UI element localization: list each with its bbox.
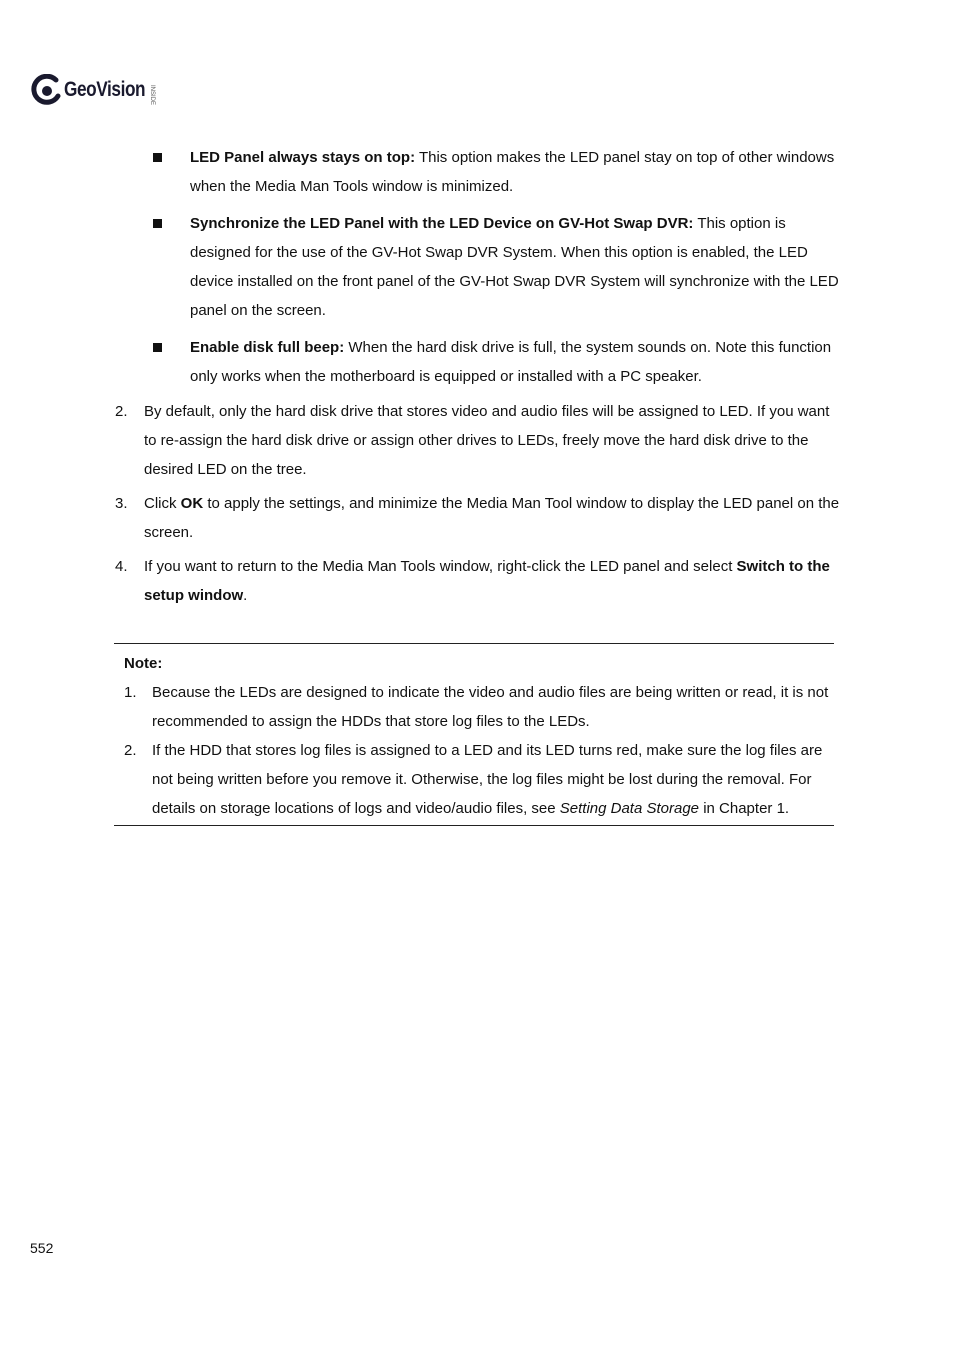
step-number: 4. [115,558,128,575]
note-number: 2. [124,742,137,759]
bullet-term: Synchronize the LED Panel with the LED Device on GV-Hot Swap DVR: [190,215,694,232]
step-text: If you want to return to the Media Man Tools window, right-click the LED panel and select [144,558,737,575]
step-text: Click [144,495,181,512]
page-number: 552 [30,1240,54,1256]
note-text: Because the LEDs are designed to indicate the video and audio files are being written or read, it is not recommended to assign the HDDs that store log files to the LEDs. [152,684,829,730]
step-text: to apply the settings, and minimize the Media Man Tool window to display the LED panel on the screen. [144,495,840,541]
geovision-logo [30,72,155,108]
brand-sup: INSIDE [148,84,155,105]
step-bold: OK [180,495,204,512]
square-bullet-icon [153,153,162,162]
bullet-term: LED Panel always stays on top: [190,149,416,166]
note-text: If the HDD that stores log files is assigned to a LED and its LED turns red, make sure the log files are not being written before you remove it. Otherwise, the log files might be lost during the removal. For details on storage locations of logs and video/audio files, see [152,742,823,817]
square-bullet-icon [153,343,162,352]
bullet-item [150,209,840,325]
step-item [114,397,842,484]
step-number: 2. [115,403,128,420]
note-item [114,678,834,736]
step-number: 3. [115,495,128,512]
note-box [114,643,834,826]
bullet-item [150,143,840,201]
step-text: By default, only the hard disk drive that stores video and audio files will be assigned to LED. If you want to re-assign the hard disk drive or assign other drives to LEDs, freely move the hard disk drive to the desired LED on the tree. [144,403,830,478]
note-text: in Chapter 1. [699,800,790,817]
bullet-text: This option makes the LED panel stay on top of other windows when the Media Man Tools window is minimized. [190,149,835,195]
bullet-text: This option is designed for the use of the GV-Hot Swap DVR System. When this option is enabled, the LED device installed on the front panel of the GV-Hot Swap DVR System will synchronize with the LED panel on the screen. [190,215,839,319]
brand-name: GeoVision [64,78,146,101]
step-text: . [243,587,248,604]
bullet-term: Enable disk full beep: [190,339,345,356]
step-item [114,489,842,547]
note-italic-ref: Setting Data Storage [559,800,700,817]
option-bullet-list [150,143,840,399]
note-title: Note: [124,655,163,672]
geovision-swirl-icon [30,74,62,106]
bullet-item [150,333,840,391]
bullet-text: When the hard disk drive is full, the system sounds on. Note this function only works when the motherboard is equipped or installed with a PC speaker. [190,339,832,385]
note-item [114,736,834,823]
square-bullet-icon [153,219,162,228]
step-item [114,552,842,610]
step-bold: Switch to the setup window [144,558,830,604]
note-number: 1. [124,684,137,701]
numbered-steps [114,397,842,615]
